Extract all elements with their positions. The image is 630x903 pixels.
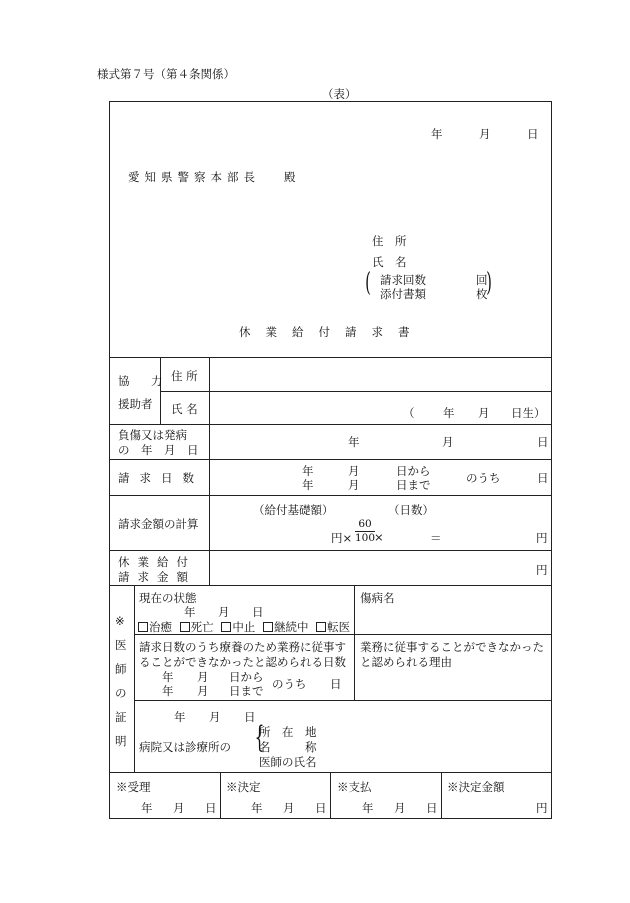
divider bbox=[109, 495, 552, 496]
divider bbox=[220, 772, 221, 818]
divider bbox=[441, 772, 442, 818]
claim-until: 日まで bbox=[396, 478, 431, 492]
attached-docs-label: 添付書類 bbox=[380, 287, 426, 301]
period-from-year: 年 bbox=[162, 670, 174, 684]
calc-base-label: （給付基礎額） bbox=[253, 503, 334, 517]
cert-month: 月 bbox=[209, 710, 221, 724]
claim-count-label: 請求回数 bbox=[380, 273, 426, 287]
applicant-name-label: 氏 名 bbox=[372, 255, 407, 269]
calc-days-label: （日数） bbox=[388, 503, 434, 517]
calc-yen-times: 円× bbox=[331, 531, 353, 545]
form-title: 休業給付請求書 bbox=[239, 325, 425, 339]
divider bbox=[109, 550, 552, 551]
checkbox-cured[interactable]: 治癒 bbox=[138, 620, 172, 634]
addressee: 愛知県警察本部長 bbox=[128, 170, 260, 184]
divider bbox=[209, 357, 210, 585]
reason-text-2: と認められる理由 bbox=[360, 655, 452, 669]
date-day: 日 bbox=[527, 127, 539, 141]
divider bbox=[134, 585, 135, 772]
left-paren: ( bbox=[365, 268, 371, 298]
divider bbox=[354, 585, 355, 700]
received-year: 年 bbox=[141, 801, 153, 815]
state-month: 月 bbox=[218, 605, 230, 619]
period-from-month: 月 bbox=[197, 670, 209, 684]
calc-equals: ＝ bbox=[430, 531, 442, 545]
fraction-denominator: 100 bbox=[355, 532, 376, 544]
decided-year: 年 bbox=[251, 801, 263, 815]
doctor-name: 医師の氏名 bbox=[259, 755, 317, 769]
period-until: 日まで bbox=[229, 684, 264, 698]
form-number: 様式第７号（第４条関係） bbox=[97, 67, 235, 81]
attached-docs-unit: 枚 bbox=[476, 287, 488, 301]
paid-year: 年 bbox=[362, 801, 374, 815]
addressee-suffix: 殿 bbox=[284, 170, 296, 184]
checkbox-continuing[interactable]: 継続中 bbox=[263, 620, 309, 634]
cert-char: 明 bbox=[115, 734, 127, 748]
amount-yen: 円 bbox=[536, 563, 548, 577]
injury-date-label-2: の 年 月 日 bbox=[118, 443, 199, 457]
state-year: 年 bbox=[184, 605, 196, 619]
period-until-month: 月 bbox=[197, 684, 209, 698]
fraction-numerator: 60 bbox=[355, 518, 375, 532]
divider bbox=[330, 772, 331, 818]
divider bbox=[134, 700, 552, 701]
claim-until-month: 月 bbox=[348, 478, 360, 492]
date-month: 月 bbox=[479, 127, 491, 141]
divider bbox=[160, 357, 161, 424]
cert-char: 師 bbox=[115, 662, 127, 676]
calc-yen: 円 bbox=[536, 531, 548, 545]
birth-year: 年 bbox=[443, 406, 455, 420]
claim-until-year: 年 bbox=[302, 478, 314, 492]
cert-year: 年 bbox=[174, 710, 186, 724]
received-day: 日 bbox=[205, 801, 217, 815]
hospital-label: 病院又は診療所の bbox=[139, 740, 231, 754]
claim-days-label: 請求日数 bbox=[118, 471, 204, 485]
decided-day: 日 bbox=[315, 801, 327, 815]
calc-times: × bbox=[374, 530, 384, 544]
claim-count-unit: 回 bbox=[476, 273, 488, 287]
cert-day: 日 bbox=[244, 710, 256, 724]
period-until-year: 年 bbox=[162, 684, 174, 698]
claim-from-year: 年 bbox=[302, 464, 314, 478]
cert-char: の bbox=[115, 686, 127, 700]
reason-text-1: 業務に従事することができなかった bbox=[360, 640, 544, 654]
cooperator-label-1: 協 力 bbox=[118, 374, 168, 388]
cooperator-label-2: 援助者 bbox=[118, 397, 153, 411]
divider bbox=[160, 391, 552, 392]
period-from: 日から bbox=[229, 670, 264, 684]
claim-from-month: 月 bbox=[348, 464, 360, 478]
cert-char: 証 bbox=[115, 710, 127, 724]
hospital-location: 所 在 地 bbox=[259, 725, 317, 739]
period-of-which: のうち bbox=[272, 677, 307, 691]
divider bbox=[109, 424, 552, 425]
divider bbox=[109, 585, 552, 586]
claim-of-which: のうち bbox=[466, 471, 501, 485]
claim-from: 日から bbox=[396, 464, 431, 478]
hospital-name: 名 称 bbox=[259, 740, 317, 754]
state-options bbox=[138, 619, 350, 635]
received-label: ※受理 bbox=[116, 780, 151, 794]
right-paren: ) bbox=[486, 268, 492, 298]
decided-amount-label: ※決定金額 bbox=[447, 780, 505, 794]
fraction bbox=[355, 518, 375, 545]
state-day: 日 bbox=[252, 605, 264, 619]
applicant-address-label: 住 所 bbox=[372, 234, 407, 248]
injury-year: 年 bbox=[348, 435, 360, 449]
cert-mark: ※ bbox=[115, 614, 125, 628]
current-state-label: 現在の状態 bbox=[139, 591, 197, 605]
unable-days-text-1: 請求日数のうち療養のため業務に従事す bbox=[139, 640, 346, 654]
birth-day: 日生） bbox=[511, 406, 546, 420]
divider bbox=[109, 459, 552, 460]
unable-days-text-2: ることができなかったと認められる日数 bbox=[139, 655, 346, 669]
date-year: 年 bbox=[431, 127, 443, 141]
divider bbox=[109, 357, 552, 358]
received-month: 月 bbox=[173, 801, 185, 815]
disease-label: 傷病名 bbox=[360, 591, 395, 605]
injury-date-label-1: 負傷又は発病 bbox=[118, 428, 187, 442]
checkbox-discontinued[interactable]: 中止 bbox=[221, 620, 255, 634]
checkbox-died[interactable]: 死亡 bbox=[180, 620, 214, 634]
cert-char: 医 bbox=[115, 638, 127, 652]
amount-label-2: 請求金額 bbox=[118, 570, 196, 584]
cooperator-address-label: 住 所 bbox=[171, 369, 198, 383]
paid-label: ※支払 bbox=[337, 780, 372, 794]
claim-day: 日 bbox=[537, 471, 549, 485]
period-day: 日 bbox=[330, 677, 342, 691]
decided-month: 月 bbox=[283, 801, 295, 815]
injury-day: 日 bbox=[537, 435, 549, 449]
checkbox-transferred[interactable]: 転医 bbox=[316, 620, 350, 634]
injury-month: 月 bbox=[442, 435, 454, 449]
brace: { bbox=[254, 720, 265, 755]
calc-label: 請求金額の計算 bbox=[118, 517, 199, 531]
decided-amount-yen: 円 bbox=[536, 801, 548, 815]
cooperator-name-label: 氏 名 bbox=[171, 402, 198, 416]
paid-month: 月 bbox=[394, 801, 406, 815]
amount-label-1: 休業給付 bbox=[118, 555, 196, 569]
birth-month: 月 bbox=[478, 406, 490, 420]
paid-day: 日 bbox=[426, 801, 438, 815]
decided-label: ※決定 bbox=[226, 780, 261, 794]
side-label: （表） bbox=[322, 87, 357, 101]
birth-open: （ bbox=[403, 406, 415, 420]
